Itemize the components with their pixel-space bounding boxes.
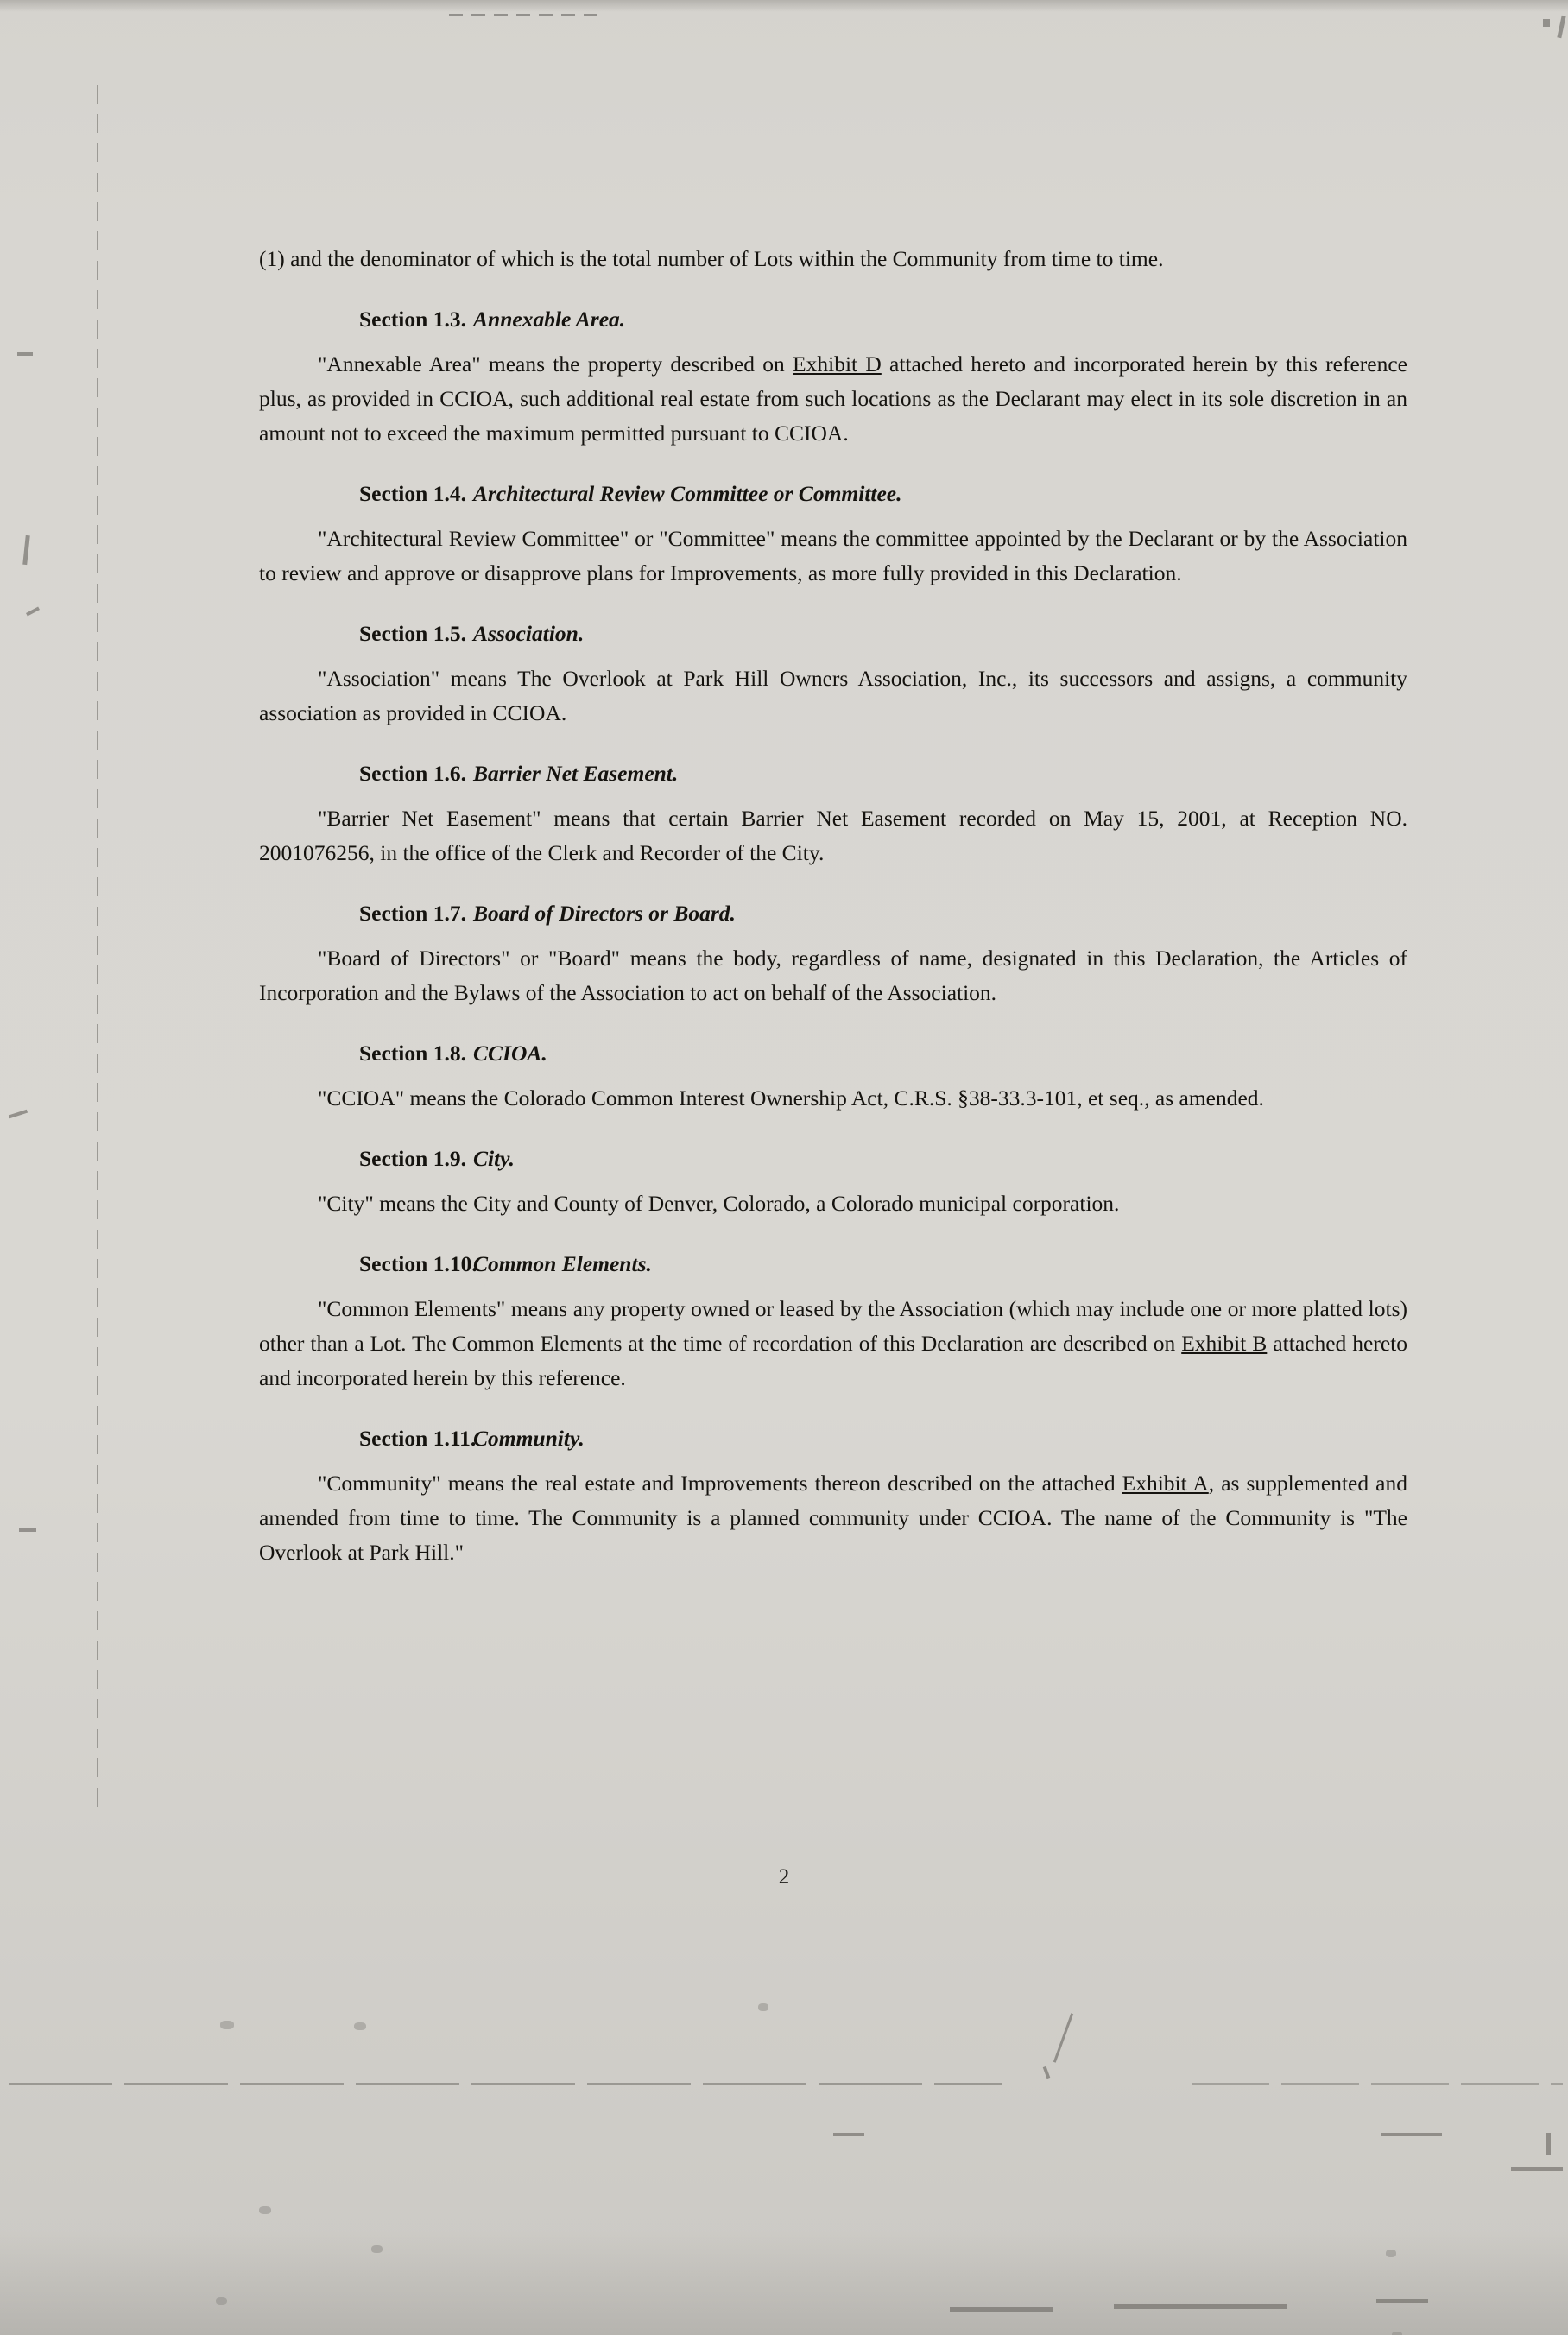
section-text-pre: "CCIOA" means the Colorado Common Interest Ownership Act, C.R.S. §38-33.3-101, et seq., as amended. [318, 1085, 1264, 1111]
section-block-1-11 [259, 1421, 1407, 1570]
scan-speck [1546, 2133, 1551, 2155]
page-edge-shadow-top [0, 0, 1568, 12]
section-paragraph-1-10 [259, 1292, 1407, 1395]
scan-smudge [259, 2206, 271, 2214]
exhibit-reference: Exhibit D [793, 351, 882, 377]
section-title: Board of Directors or Board. [473, 901, 736, 926]
scan-artifact-bottom-dashes [9, 2083, 1002, 2085]
section-block-1-6 [259, 756, 1407, 870]
section-number: Section 1.6. [359, 761, 466, 786]
section-text-post: attached hereto and incorporated herein by this reference. [259, 1331, 1408, 1390]
section-paragraph-1-9 [259, 1186, 1407, 1221]
section-title: CCIOA. [473, 1041, 547, 1066]
section-text-pre: "City" means the City and County of Denver, Colorado, a Colorado municipal corporation. [318, 1191, 1120, 1216]
opening-paragraph: (1) and the denominator of which is the total number of Lots within the Community from time to time. [259, 246, 1164, 271]
section-number: Section 1.5. [359, 621, 466, 646]
document-body [259, 242, 1407, 1596]
section-text-pre: "Association" means The Overlook at Park Hill Owners Association, Inc., its successors and assigns, a community association as provided in CCIOA. [259, 666, 1407, 725]
section-title: Association. [473, 621, 585, 646]
section-heading-1-11 [259, 1421, 1407, 1456]
scan-speck [1511, 2167, 1563, 2171]
section-number: Section 1.3. [359, 307, 466, 332]
section-paragraph-1-5 [259, 661, 1407, 731]
section-number: Section 1.8. [359, 1041, 466, 1066]
scan-speck [19, 1528, 36, 1532]
exhibit-reference: Exhibit B [1181, 1331, 1268, 1356]
section-paragraph-1-7 [259, 941, 1407, 1010]
section-paragraph-1-3 [259, 347, 1407, 451]
section-text-pre: "Barrier Net Easement" means that certain Barrier Net Easement recorded on May 15, 2001, at Reception NO. 2001076256, in the office of the Clerk and Recorder of the City. [259, 806, 1407, 865]
section-heading-1-9 [259, 1142, 1407, 1176]
scan-smudge [758, 2003, 768, 2011]
section-heading-1-8 [259, 1036, 1407, 1071]
section-heading-1-3 [259, 302, 1407, 337]
scan-artifact-bottom-dashes-right [1192, 2083, 1563, 2085]
section-title: Architectural Review Committee or Committee. [473, 481, 902, 506]
section-heading-1-6 [259, 756, 1407, 791]
scan-artifact-left-line [97, 85, 98, 1812]
scan-speck [950, 2307, 1053, 2312]
scan-speck [1543, 19, 1550, 27]
section-title: City. [473, 1146, 515, 1171]
section-text-pre: "Community" means the real estate and Improvements thereon described on the attached [318, 1471, 1122, 1496]
section-text-post: attached hereto and incorporated herein by this reference plus, as provided in CCIOA, such additional real estate from such locations as the Declarant may elect in its sole discretion in an amount not to exceed the maximum permitted pursuant to CCIOA. [259, 351, 1407, 446]
section-block-1-7 [259, 896, 1407, 1010]
section-number: Section 1.4. [359, 481, 466, 506]
section-block-1-4 [259, 477, 1407, 591]
page-edge-shadow-bottom [0, 2231, 1568, 2335]
section-paragraph-1-8 [259, 1081, 1407, 1116]
scan-smudge [220, 2021, 234, 2029]
section-block-1-10 [259, 1247, 1407, 1395]
section-block-1-5 [259, 617, 1407, 731]
page-number: 2 [778, 1865, 790, 1889]
scan-speck [833, 2133, 864, 2136]
section-title: Barrier Net Easement. [473, 761, 679, 786]
scan-smudge [1386, 2250, 1396, 2257]
scan-smudge [216, 2297, 227, 2305]
section-block-1-9 [259, 1142, 1407, 1221]
section-text-post: , as supplemented and amended from time to time. The Community is a planned community under CCIOA. The name of the Community is "The Overlook at Park Hill." [259, 1471, 1407, 1565]
scan-speck [1376, 2299, 1428, 2303]
exhibit-reference: Exhibit A [1122, 1471, 1209, 1496]
section-number: Section 1.7. [359, 901, 466, 926]
section-text-pre: "Annexable Area" means the property described on [318, 351, 793, 377]
section-paragraph-1-4 [259, 522, 1407, 591]
section-text-pre: "Board of Directors" or "Board" means the body, regardless of name, designated in this Declaration, the Articles of Incorporation and the Bylaws of the Association to act on behalf of the Association. [259, 946, 1407, 1005]
scan-smudge [371, 2245, 383, 2253]
section-heading-1-5 [259, 617, 1407, 651]
section-heading-1-4 [259, 477, 1407, 511]
section-block-1-3 [259, 302, 1407, 451]
section-number: Section 1.10. [359, 1251, 477, 1276]
section-title: Common Elements. [473, 1251, 652, 1276]
scan-speck [1381, 2133, 1442, 2136]
section-number: Section 1.9. [359, 1146, 466, 1171]
scan-artifact-top-dashes [449, 14, 604, 16]
scan-speck [1114, 2304, 1287, 2309]
section-heading-1-10 [259, 1247, 1407, 1281]
section-title: Community. [473, 1426, 585, 1451]
section-text-pre: "Architectural Review Committee" or "Committee" means the committee appointed by the Declarant or by the Association to review and approve or disapprove plans for Improvements, as more fully provided in this Declaration. [259, 526, 1407, 585]
section-number: Section 1.11. [359, 1426, 477, 1451]
section-title: Annexable Area. [473, 307, 626, 332]
section-block-1-8 [259, 1036, 1407, 1116]
section-paragraph-1-6 [259, 801, 1407, 870]
opening-paragraph-block [259, 242, 1407, 276]
scan-smudge [1392, 2332, 1402, 2335]
scan-smudge [354, 2022, 366, 2030]
scan-speck [17, 352, 33, 356]
section-paragraph-1-11 [259, 1466, 1407, 1570]
section-text-pre: "Common Elements" means any property owned or leased by the Association (which may include one or more platted lots) other than a Lot. The Common Elements at the time of recordation of this Declaration are described on [259, 1296, 1407, 1356]
section-heading-1-7 [259, 896, 1407, 931]
